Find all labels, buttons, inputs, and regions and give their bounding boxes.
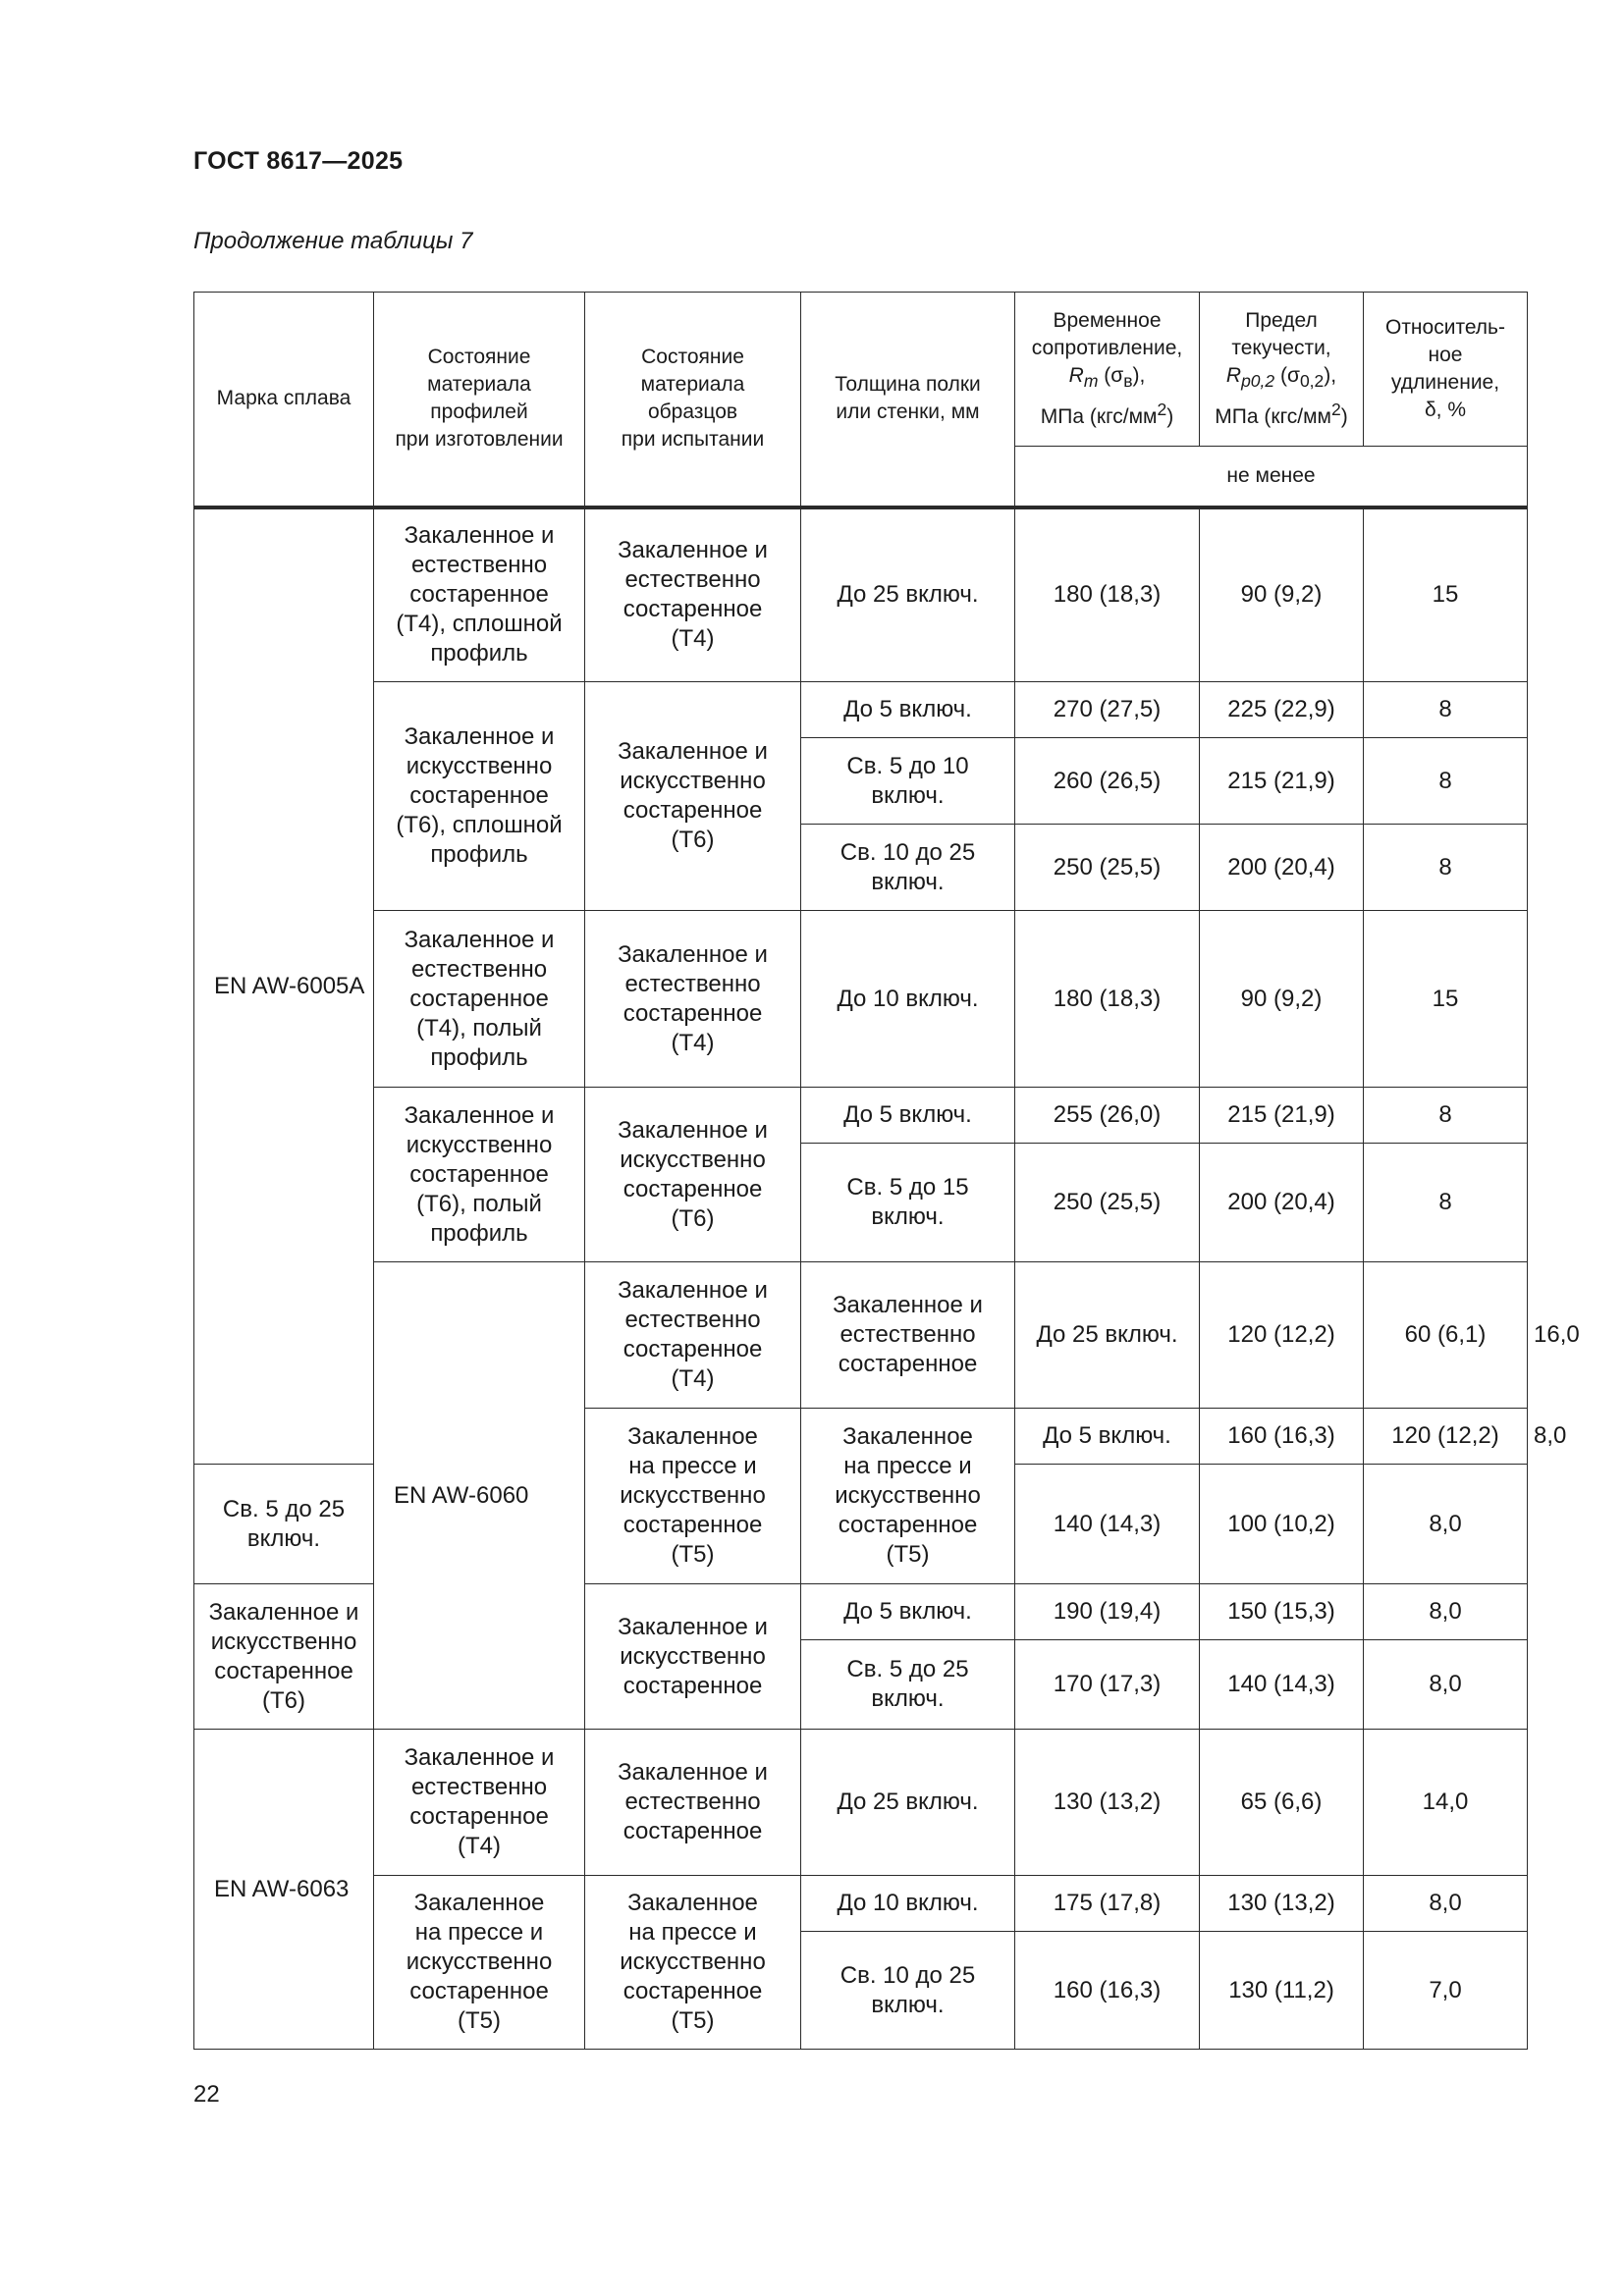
thickness-cell: До 25 включ. — [801, 1730, 1015, 1876]
profile-state-cell: Закаленное на прессе и искусственно состаренное (Т5) — [585, 1409, 801, 1584]
thickness-cell: До 5 включ. — [801, 1088, 1015, 1144]
yield-strength-cell: 200 (20,4) — [1200, 1144, 1364, 1262]
tensile-strength-cell: 130 (13,2) — [1015, 1730, 1200, 1876]
elongation-cell: 15 — [1364, 911, 1528, 1088]
yield-strength-cell: 130 (11,2) — [1200, 1932, 1364, 2050]
profile-state-cell: Закаленное и естественно состаренное (Т4) — [374, 1730, 585, 1876]
header-tensile-strength: Временное сопротивление, $R_m$ $(\sigma_в)$, МПа $(кгс/мм^2)$ — [1015, 293, 1200, 447]
tensile-strength-cell: 255 (26,0) — [1015, 1088, 1200, 1144]
thickness-cell: До 25 включ. — [1015, 1262, 1200, 1409]
elongation-cell: 8,0 — [1364, 1876, 1528, 1932]
yield-strength-cell: 200 (20,4) — [1200, 825, 1364, 911]
yield-strength-cell: 120 (12,2) — [1364, 1409, 1528, 1465]
elongation-cell: 8 — [1364, 682, 1528, 738]
thickness-cell: До 10 включ. — [801, 911, 1015, 1088]
elongation-cell: 8 — [1364, 1144, 1528, 1262]
tensile-strength-cell: 160 (16,3) — [1015, 1932, 1200, 2050]
profile-state-cell: Закаленное и естественно состаренное (Т4) — [585, 1262, 801, 1409]
sample-state-cell: Закаленное на прессе и искусственно состаренное (Т5) — [801, 1409, 1015, 1584]
mechanical-properties-table: Марка сплава Состояние материала профилей при изготовлении Состояние материала образцов при испытании Толщина полки или стенки, мм Временное сопротивление, $R_m$ $(\sigma_в)$, МПа $(кгс/мм^2)$ Предел текучести, $R_{p0,2}$ $(\sigma_{0,2})$, МПа $(кгс/мм^2)$ Относитель- ное удлинение, δ, % не менее EN AW-6005A Закаленное и естественно состаренное (Т4), сплошной профиль Закаленное и естественно состаренное (Т4) До 25 включ. 180 (18,3) 90 (9,2) 15 Закаленное и искусственно состаренное (Т6), сплошной профиль Закаленное и искусственно состаренное (Т6) До 5 включ. 270 (27,5) 225 (22,9) 8 Св. 5 до 10 включ. 260 (26,5) 215 (21,9) 8 Св. 10 до 25 включ. 250 (25,5) 200 (20,4) 8 Закаленное и естественно состаренное (Т4), полый профиль Закаленное и естественно состаренное (Т4) До 10 включ. 180 (18,3) 90 (9,2) 15 Закаленное и искусственно состаренное (Т6), полый профиль Закаленное и искусственно состаренное (Т6) До 5 включ. 255 (26,0) 215 (21,9) 8 Св. 5 до 15 включ. 250 (25,5) 200 (20,4) 8 EN AW-6060 Закаленное и естественно состаренное (Т4) Закаленное и естественно состаренное До 25 включ. 120 (12,2) 60 (6,1) 16,0 Закаленное на прессе и искусственно состаренное (Т5) Закаленное на прессе и искусственно состаренное (Т5) До 5 включ. 160 (16,3) 120 (12,2) 8,0 Св. 5 до 25 включ. 140 (14,3) 100 (10,2) 8,0 Закаленное и искусственно состаренное (Т6) Закаленное и искусственно состаренное До 5 включ. 190 (19,4) 150 (15,3) 8,0 Св. 5 до 25 включ. 170 (17,3) 140 (14,3) 8,0 EN AW-6063 Закаленное и естественно состаренное (Т4) Закаленное и естественно состаренное До 25 включ. 130 (13,2) 65 (6,6) 14,0 Закаленное на прессе и искусственно состаренное (Т5) Закаленное на прессе и искусственно состаренное (Т5) До 10 включ. 175 (17,8) 130 (13,2) 8,0 Св. 10 до 25 включ. 160 (16,3) 130 (11,2) 7,0 — [193, 292, 1528, 2050]
tensile-strength-cell: 170 (17,3) — [1015, 1640, 1200, 1730]
header-sample-state: Состояние материала образцов при испытании — [585, 293, 801, 507]
tensile-strength-cell: 140 (14,3) — [1015, 1465, 1200, 1584]
tensile-strength-cell: 175 (17,8) — [1015, 1876, 1200, 1932]
yield-strength-cell: 100 (10,2) — [1200, 1465, 1364, 1584]
header-thickness: Толщина полки или стенки, мм — [801, 293, 1015, 507]
tensile-strength-cell: 250 (25,5) — [1015, 1144, 1200, 1262]
profile-state-cell: Закаленное и искусственно состаренное (Т6) — [194, 1584, 374, 1730]
header-min-note: не менее — [1015, 447, 1528, 507]
tensile-strength-cell: 120 (12,2) — [1200, 1262, 1364, 1409]
thickness-cell: До 25 включ. — [801, 507, 1015, 682]
profile-state-cell: Закаленное и искусственно состаренное (Т6), полый профиль — [374, 1088, 585, 1262]
sample-state-cell: Закаленное и естественно состаренное (Т4) — [585, 507, 801, 682]
tensile-strength-cell: 160 (16,3) — [1200, 1409, 1364, 1465]
yield-strength-cell: 215 (21,9) — [1200, 738, 1364, 825]
tensile-strength-cell: 180 (18,3) — [1015, 911, 1200, 1088]
elongation-cell: 8 — [1364, 738, 1528, 825]
profile-state-cell: Закаленное и естественно состаренное (Т4), сплошной профиль — [374, 507, 585, 682]
sample-state-cell: Закаленное на прессе и искусственно состаренное (Т5) — [585, 1876, 801, 2050]
thickness-cell: До 5 включ. — [801, 682, 1015, 738]
thickness-cell: До 5 включ. — [801, 1584, 1015, 1640]
tensile-strength-cell: 190 (19,4) — [1015, 1584, 1200, 1640]
elongation-cell: 7,0 — [1364, 1932, 1528, 2050]
thickness-cell: До 5 включ. — [1015, 1409, 1200, 1465]
elongation-cell: 14,0 — [1364, 1730, 1528, 1876]
yield-strength-cell: 60 (6,1) — [1364, 1262, 1528, 1409]
profile-state-cell: Закаленное и искусственно состаренное (Т6), сплошной профиль — [374, 682, 585, 911]
profile-state-cell: Закаленное и естественно состаренное (Т4), полый профиль — [374, 911, 585, 1088]
thickness-cell: Св. 5 до 25 включ. — [801, 1640, 1015, 1730]
tensile-strength-cell: 250 (25,5) — [1015, 825, 1200, 911]
yield-strength-cell: 215 (21,9) — [1200, 1088, 1364, 1144]
table-continuation-caption: Продолжение таблицы 7 — [193, 228, 473, 254]
sample-state-cell: Закаленное и искусственно состаренное (Т6) — [585, 1088, 801, 1262]
document-standard-title: ГОСТ 8617—2025 — [193, 147, 404, 175]
sample-state-cell: Закаленное и естественно состаренное — [585, 1730, 801, 1876]
thickness-cell: Св. 5 до 25 включ. — [194, 1465, 374, 1584]
tensile-strength-cell: 260 (26,5) — [1015, 738, 1200, 825]
header-profile-state: Состояние материала профилей при изготовлении — [374, 293, 585, 507]
thickness-cell: До 10 включ. — [801, 1876, 1015, 1932]
header-yield-strength: Предел текучести, $R_{p0,2}$ $(\sigma_{0,2})$, МПа $(кгс/мм^2)$ — [1200, 293, 1364, 447]
yield-strength-cell: 90 (9,2) — [1200, 507, 1364, 682]
yield-strength-cell: 225 (22,9) — [1200, 682, 1364, 738]
thickness-cell: Св. 10 до 25 включ. — [801, 1932, 1015, 2050]
elongation-cell: 15 — [1364, 507, 1528, 682]
profile-state-cell: Закаленное на прессе и искусственно состаренное (Т5) — [374, 1876, 585, 2050]
sample-state-cell: Закаленное и искусственно состаренное — [585, 1584, 801, 1730]
sample-state-cell: Закаленное и естественно состаренное (Т4) — [585, 911, 801, 1088]
grade-cell: EN AW-6005A — [194, 507, 374, 1465]
elongation-cell: 8 — [1364, 825, 1528, 911]
elongation-cell: 8,0 — [1364, 1465, 1528, 1584]
sample-state-cell: Закаленное и искусственно состаренное (Т6) — [585, 682, 801, 911]
grade-cell: EN AW-6063 — [194, 1730, 374, 2050]
page-number: 22 — [193, 2081, 220, 2108]
elongation-cell: 8,0 — [1364, 1584, 1528, 1640]
elongation-cell: 8,0 — [1364, 1640, 1528, 1730]
thickness-cell: Св. 5 до 15 включ. — [801, 1144, 1015, 1262]
tensile-strength-cell: 180 (18,3) — [1015, 507, 1200, 682]
elongation-cell: 8 — [1364, 1088, 1528, 1144]
header-grade: Марка сплава — [194, 293, 374, 507]
yield-strength-cell: 140 (14,3) — [1200, 1640, 1364, 1730]
grade-cell: EN AW-6060 — [374, 1262, 585, 1730]
header-elongation: Относитель- ное удлинение, δ, % — [1364, 293, 1528, 447]
yield-strength-cell: 65 (6,6) — [1200, 1730, 1364, 1876]
sample-state-cell: Закаленное и естественно состаренное — [801, 1262, 1015, 1409]
yield-strength-cell: 130 (13,2) — [1200, 1876, 1364, 1932]
yield-strength-cell: 90 (9,2) — [1200, 911, 1364, 1088]
thickness-cell: Св. 10 до 25 включ. — [801, 825, 1015, 911]
tensile-strength-cell: 270 (27,5) — [1015, 682, 1200, 738]
yield-strength-cell: 150 (15,3) — [1200, 1584, 1364, 1640]
thickness-cell: Св. 5 до 10 включ. — [801, 738, 1015, 825]
